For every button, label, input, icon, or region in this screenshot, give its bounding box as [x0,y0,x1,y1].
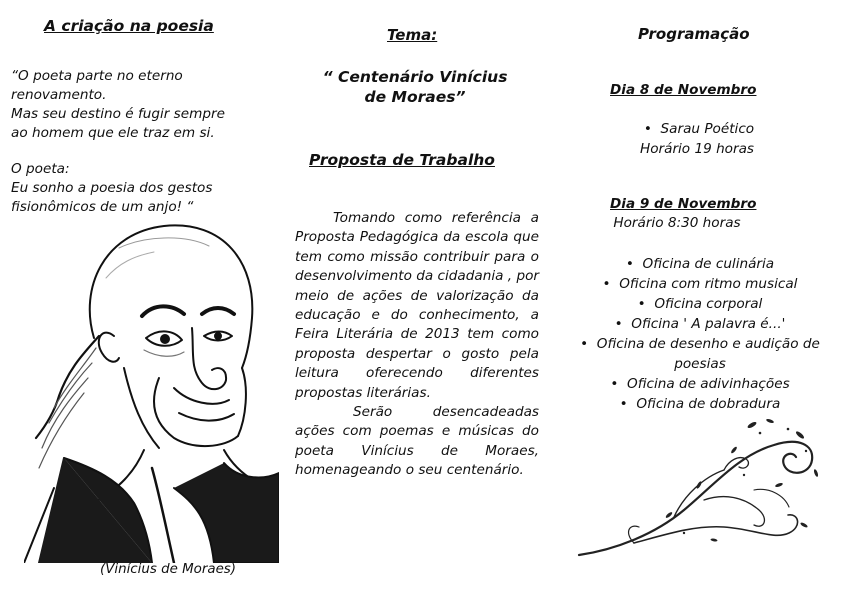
list-item: • Oficina ' A palavra é...' [562,314,838,334]
list-item: • Oficina de dobradura [562,394,838,414]
list-item: • Oficina corporal [562,294,838,314]
list-item: • Oficina com ritmo musical [562,274,838,294]
poem-quote-continuation: O poeta: Eu sonho a poesia dos gestos fisionômicos de um anjo! “ [11,161,213,215]
poem-quote: “O poeta parte no eterno renovamento. Mas seu destino é fugir sempre ao homem que ele traz em si. [11,68,225,141]
section-title: A criação na poesia [44,17,214,35]
center-panel [284,0,546,595]
day-1-time: Horário 19 horas [639,141,754,157]
theme-label: Tema: [387,26,438,44]
day-1-event-label: Sarau Poético [660,121,755,137]
day-1-heading: Dia 8 de Novembro [610,82,757,98]
day-2-time: Horário 8:30 horas [613,215,741,231]
floral-flourish-ornament [574,415,824,560]
left-panel [0,0,280,595]
proposal-paragraph-1: Tomando como referência a Proposta Pedagógica da escola que tem como missão contribuir para o desenvolvimento da cidadania , por meio de ações de valorização da educação e do conhecimento, a Feira Literária de 2013 tem como proposta despertar o gosto pela leitura oferecendo diferentes propostas literárias. [295,210,539,401]
list-item: • Oficina de adivinhações [562,374,838,394]
proposal-paragraph-2: Serão desencadeadas ações com poemas e músicas do poeta Vinícius de Moraes, homenageando o seu centenário. [295,404,539,479]
day-1-event: • Sarau Poético [643,121,755,137]
right-panel [556,0,842,595]
theme-title: “ Centenário Vinícius de Moraes” [322,68,508,106]
proposal-heading: Proposta de Trabalho [309,151,495,169]
image-caption: (Vinícius de Moraes) [100,562,237,577]
list-item: • Oficina de desenho e audição de poesias [575,334,825,374]
day-2-heading: Dia 9 de Novembro [610,196,757,212]
workshop-list [562,254,838,414]
schedule-title: Programação [638,25,750,43]
list-item: • Oficina de culinária [562,254,838,274]
vinicius-caricature-illustration [24,218,279,563]
proposal-text [295,209,539,481]
